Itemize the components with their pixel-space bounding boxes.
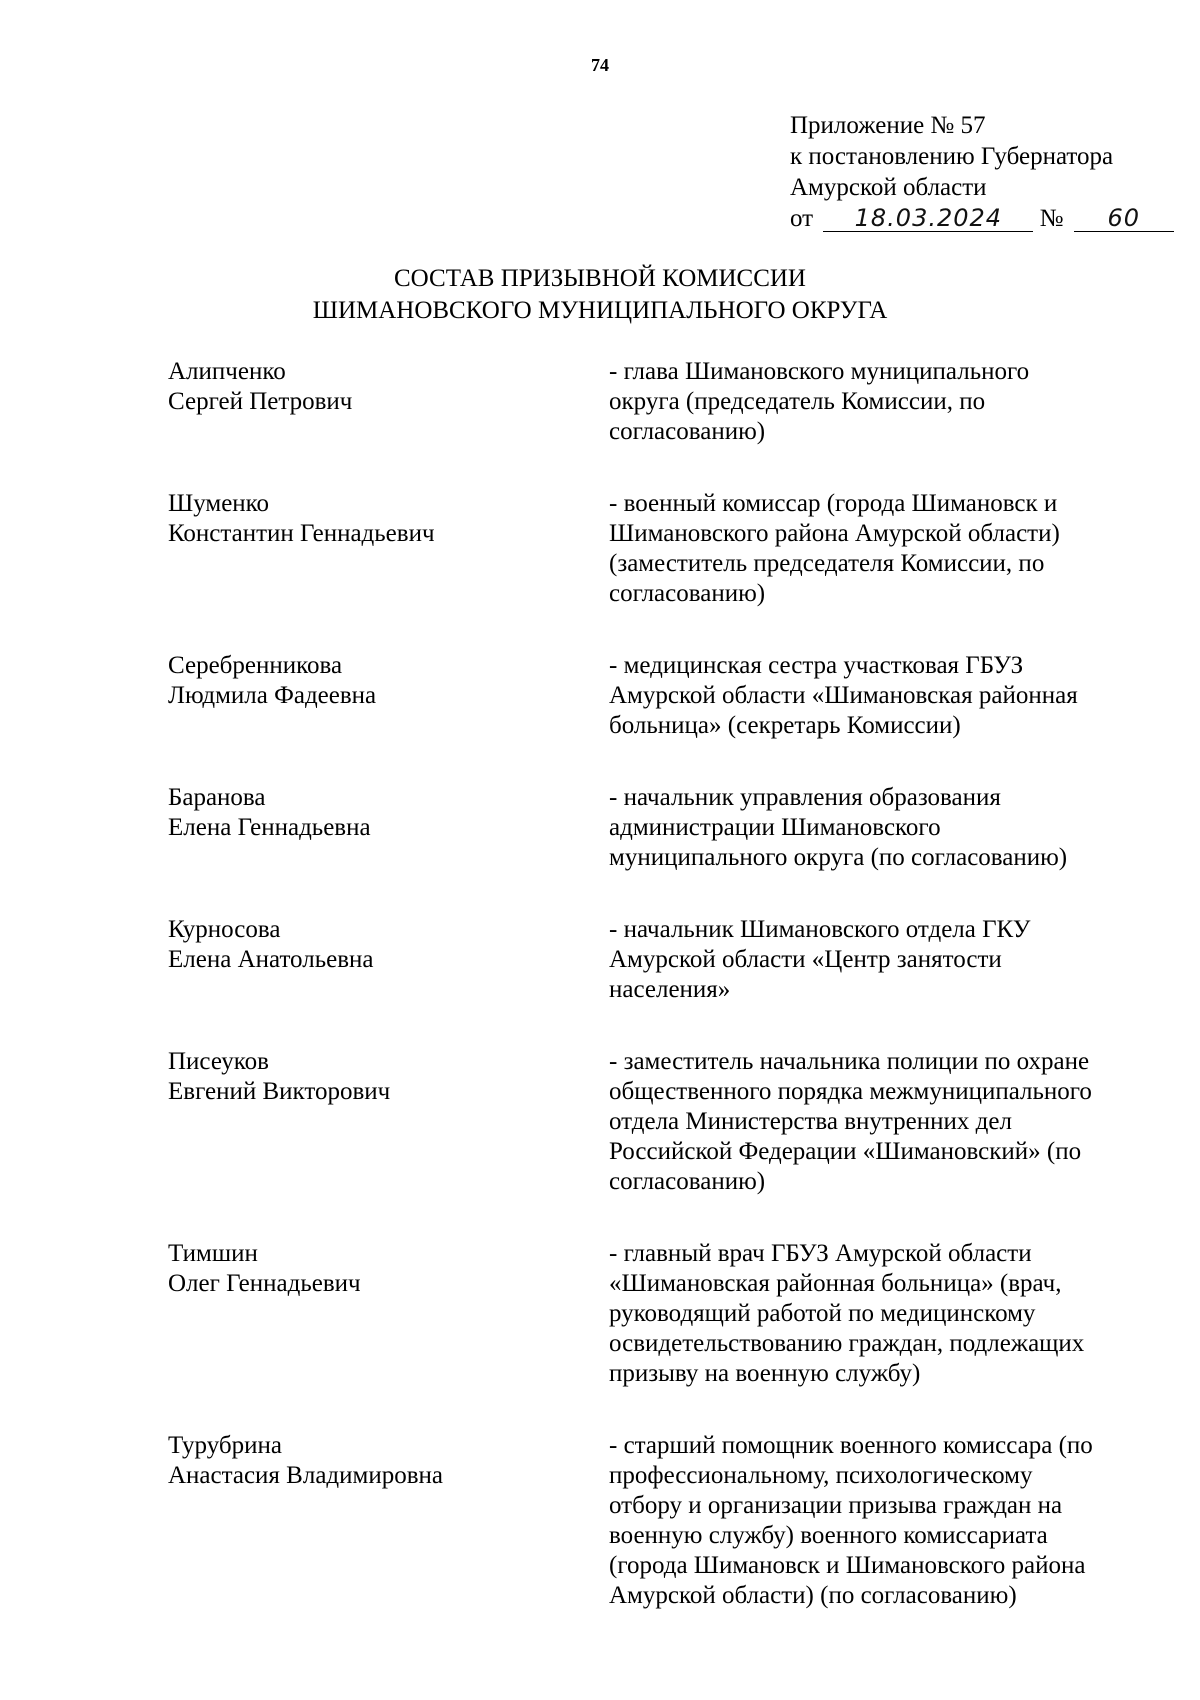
date-prefix: от [790, 205, 814, 232]
member-role [609, 1047, 1129, 1197]
member-role [609, 783, 1129, 873]
number-label: № [1039, 205, 1064, 232]
member-role-line: - старший помощник военного комиссара (по [609, 1432, 1093, 1459]
member-name [168, 1239, 609, 1389]
member-given-names: Елена Геннадьевна [168, 814, 371, 841]
annex-number: Приложение № 57 [790, 112, 986, 139]
member-surname: Турубрина [168, 1432, 282, 1459]
member-surname: Курносова [168, 916, 281, 943]
members-list [168, 357, 1178, 1611]
member-name [168, 783, 609, 873]
member-surname: Алипченко [168, 358, 286, 385]
annex-date-line [790, 203, 1190, 234]
handwritten-number: 60 [1074, 205, 1174, 232]
member-role-line: «Шимановская районная больница» (врач, [609, 1270, 1062, 1297]
member-role-line: - главный врач ГБУЗ Амурской области [609, 1240, 1032, 1267]
member-surname: Тимшин [168, 1240, 258, 1267]
member-role-line: - заместитель начальника полиции по охране [609, 1048, 1090, 1075]
handwritten-date: 18.03.2024 [823, 205, 1033, 232]
member-role-line: администрации Шимановского [609, 814, 941, 841]
member-role-line: больница» (секретарь Комиссии) [609, 712, 961, 739]
member-role-line: согласованию) [609, 418, 766, 445]
member-role [609, 489, 1129, 609]
member-row [168, 1239, 1178, 1389]
member-role [609, 651, 1129, 741]
member-role [609, 1431, 1129, 1611]
member-role-line: отбору и организации призыва граждан на [609, 1492, 1063, 1519]
member-row [168, 489, 1178, 609]
member-given-names: Сергей Петрович [168, 388, 353, 415]
member-surname: Баранова [168, 784, 266, 811]
member-role-line: - начальник управления образования [609, 784, 1001, 811]
member-row [168, 1047, 1178, 1197]
member-name [168, 1431, 609, 1611]
member-role-line: Российской Федерации «Шимановский» (по [609, 1138, 1082, 1165]
member-role-line: руководящий работой по медицинскому [609, 1300, 1036, 1327]
member-surname: Серебренникова [168, 652, 343, 679]
member-surname: Шуменко [168, 490, 270, 517]
member-name [168, 489, 609, 609]
member-name [168, 915, 609, 1005]
member-given-names: Анастасия Владимировна [168, 1462, 443, 1489]
member-role-line: - медицинская сестра участковая ГБУЗ [609, 652, 1024, 679]
member-role-line: - глава Шимановского муниципального [609, 358, 1030, 385]
member-row [168, 783, 1178, 873]
member-given-names: Евгений Викторович [168, 1078, 391, 1105]
member-name [168, 357, 609, 447]
member-role-line: согласованию) [609, 580, 766, 607]
member-role-line: округа (председатель Комиссии, по [609, 388, 986, 415]
member-role-line: населения» [609, 976, 731, 1003]
title-line-2: ШИМАНОВСКОГО МУНИЦИПАЛЬНОГО ОКРУГА [312, 297, 888, 324]
member-surname: Писеуков [168, 1048, 269, 1075]
member-role-line: муниципального округа (по согласованию) [609, 844, 1068, 871]
member-role-line: Амурской области «Центр занятости [609, 946, 1002, 973]
member-row [168, 651, 1178, 741]
annex-reference: к постановлению Губернатора [790, 143, 1114, 170]
annex-region: Амурской области [790, 174, 987, 201]
member-role-line: Амурской области «Шимановская районная [609, 682, 1078, 709]
member-row [168, 915, 1178, 1005]
member-given-names: Олег Геннадьевич [168, 1270, 361, 1297]
member-row [168, 1431, 1178, 1611]
member-role-line: (заместитель председателя Комиссии, по [609, 550, 1045, 577]
member-role-line: (города Шимановск и Шимановского района [609, 1552, 1086, 1579]
member-name [168, 651, 609, 741]
member-given-names: Людмила Фадеевна [168, 682, 377, 709]
member-role [609, 357, 1129, 447]
title-line-1: СОСТАВ ПРИЗЫВНОЙ КОМИССИИ [394, 265, 806, 292]
member-role-line: Амурской области) (по согласованию) [609, 1582, 1017, 1609]
member-role [609, 915, 1129, 1005]
member-role [609, 1239, 1129, 1389]
member-role-line: военную службу) военного комиссариата [609, 1522, 1048, 1549]
member-role-line: общественного порядка межмуниципального [609, 1078, 1092, 1105]
member-role-line: - начальник Шимановского отдела ГКУ [609, 916, 1031, 943]
member-given-names: Константин Геннадьевич [168, 520, 435, 547]
member-role-line: согласованию) [609, 1168, 766, 1195]
member-role-line: призыву на военную службу) [609, 1360, 921, 1387]
document-title [0, 263, 1200, 327]
member-role-line: освидетельствованию граждан, подлежащих [609, 1330, 1085, 1357]
annex-header [790, 110, 1190, 234]
member-role-line: профессиональному, психологическому [609, 1462, 1033, 1489]
member-row [168, 357, 1178, 447]
page-number: 74 [591, 55, 609, 75]
member-role-line: Шимановского района Амурской области) [609, 520, 1060, 547]
member-name [168, 1047, 609, 1197]
member-role-line: - военный комиссар (города Шимановск и [609, 490, 1058, 517]
member-role-line: отдела Министерства внутренних дел [609, 1108, 1012, 1135]
member-given-names: Елена Анатольевна [168, 946, 374, 973]
